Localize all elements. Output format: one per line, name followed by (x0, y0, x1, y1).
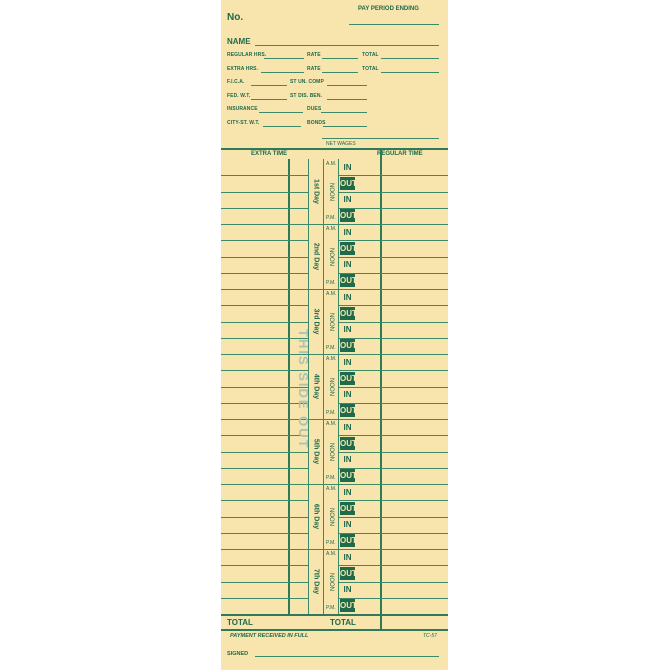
punch-out-label: OUT (340, 471, 357, 481)
row-divider (221, 565, 308, 566)
punch-in-label: IN (343, 585, 352, 594)
extra-hrs-line[interactable] (261, 72, 304, 73)
regular-time-header: REGULAR TIME (377, 151, 423, 157)
punch-in-label: IN (343, 487, 352, 497)
regular-hrs-line[interactable] (264, 58, 304, 59)
total-line[interactable] (381, 58, 439, 59)
pm-label: P.M. (326, 215, 336, 221)
st-un-comp-line[interactable] (327, 85, 367, 86)
row-divider (221, 582, 308, 583)
extra-rate-label: RATE (307, 66, 321, 72)
net-wages-label: NET WAGES (326, 141, 356, 147)
punch-out-label: OUT (340, 568, 357, 578)
am-label: A.M. (326, 291, 337, 297)
pm-label: P.M. (326, 605, 336, 611)
signed-label: SIGNED (227, 651, 249, 657)
am-label: A.M. (326, 356, 337, 362)
extra-total-label: TOTAL (362, 66, 379, 72)
row-divider (221, 354, 448, 355)
st-dis-ben-line[interactable] (327, 99, 367, 100)
bonds-label: BONDS (307, 120, 326, 126)
am-label: A.M. (326, 161, 337, 167)
name-label: NAME (227, 37, 251, 46)
day-label: 1st Day (312, 178, 320, 204)
punch-out-label: OUT (340, 243, 357, 253)
row-divider (221, 468, 308, 469)
time-card (221, 0, 448, 670)
row-divider (221, 549, 448, 550)
punch-out-label: OUT (340, 373, 357, 383)
st-dis-ben-label: ST DIS. BEN. (290, 93, 323, 99)
net-wages-line[interactable] (322, 138, 439, 139)
day-label: 6th Day (312, 503, 320, 529)
noon-label: NOON (328, 247, 334, 266)
punch-in-label: IN (343, 162, 352, 172)
punch-in-label: IN (343, 292, 352, 302)
row-divider (221, 192, 308, 193)
punch-out-label: OUT (340, 503, 357, 513)
punch-out-label: OUT (340, 276, 357, 286)
am-label: A.M. (326, 551, 337, 557)
pm-label: P.M. (326, 475, 336, 481)
punch-in-label: IN (343, 520, 352, 529)
insurance-label: INSURANCE (227, 106, 258, 112)
extra-time-header: EXTRA TIME (251, 151, 288, 157)
punch-out-label: OUT (340, 438, 357, 448)
row-divider (221, 419, 448, 420)
row-divider (221, 500, 308, 501)
punch-out-label: OUT (340, 341, 357, 351)
signature-line[interactable] (255, 656, 439, 657)
fed-wt-line[interactable] (251, 99, 287, 100)
pm-label: P.M. (326, 280, 336, 286)
punch-in-label: IN (343, 552, 352, 562)
regular-time-divider (380, 149, 382, 629)
rate-label: RATE (307, 52, 321, 58)
day-column-right (323, 159, 324, 614)
pay-period-ending-label: PAY PERIOD ENDING (358, 6, 419, 12)
total-row-bottom-border (221, 629, 448, 631)
punch-out-label: OUT (340, 308, 357, 318)
punch-out-label: OUT (340, 178, 357, 188)
punch-out-label: OUT (340, 601, 357, 611)
punch-out-label: OUT (340, 406, 357, 416)
noon-label: NOON (328, 312, 334, 331)
row-divider (221, 305, 308, 306)
row-divider (221, 598, 308, 599)
name-line[interactable] (255, 45, 439, 46)
fed-wt-label: FED. W.T. (227, 93, 251, 99)
day-label: 7th Day (312, 568, 320, 594)
form-number: TC-57 (423, 633, 437, 639)
extra-hrs-label: EXTRA HRS. (227, 66, 259, 72)
day-label: 2nd Day (312, 242, 320, 270)
day-label: 4th Day (312, 373, 320, 399)
am-label: A.M. (326, 226, 337, 232)
am-label: A.M. (326, 421, 337, 427)
extra-rate-line[interactable] (322, 72, 358, 73)
punch-in-label: IN (343, 422, 352, 432)
fica-line[interactable] (251, 85, 287, 86)
noon-label: NOON (328, 377, 334, 396)
city-st-wt-label: CITY-ST. W.T. (227, 120, 260, 126)
row-divider (221, 289, 448, 290)
regular-time-total-label: TOTAL (330, 618, 356, 627)
row-divider (221, 517, 308, 518)
extra-total-line[interactable] (381, 72, 439, 73)
punch-in-label: IN (343, 260, 352, 269)
day-label: 3rd Day (312, 308, 320, 334)
city-st-wt-line[interactable] (263, 126, 301, 127)
extra-time-total-label: TOTAL (227, 618, 253, 627)
card-number-label: No. (227, 12, 244, 23)
dues-label: DUES (307, 106, 322, 112)
pm-label: P.M. (326, 410, 336, 416)
row-divider (221, 273, 308, 274)
row-divider (221, 452, 308, 453)
pm-label: P.M. (326, 540, 336, 546)
row-divider (221, 403, 308, 404)
row-divider (221, 370, 308, 371)
grid-top-border (221, 148, 448, 150)
dues-line[interactable] (321, 112, 367, 113)
am-label: A.M. (326, 486, 337, 492)
punch-in-label: IN (343, 455, 352, 464)
noon-label: NOON (328, 182, 334, 201)
insurance-line[interactable] (259, 112, 303, 113)
punch-out-label: OUT (340, 211, 357, 221)
this-side-out-watermark: THIS SIDE OUT (296, 328, 311, 450)
noon-label: NOON (328, 572, 334, 591)
punch-in-label: IN (343, 325, 352, 334)
pay-period-ending-line[interactable] (349, 24, 439, 25)
row-divider (221, 435, 308, 436)
total-row-top-border (221, 614, 448, 616)
row-divider (221, 322, 308, 323)
row-divider (221, 257, 308, 258)
row-divider (221, 175, 308, 176)
punch-in-label: IN (343, 390, 352, 399)
row-divider (221, 208, 308, 209)
row-divider (221, 240, 308, 241)
regular-hrs-label: REGULAR HRS. (227, 52, 267, 58)
punch-in-label: IN (343, 227, 352, 237)
day-label: 5th Day (312, 438, 320, 464)
row-divider (221, 338, 308, 339)
punch-in-label: IN (343, 195, 352, 204)
pm-label: P.M. (326, 345, 336, 351)
row-divider (221, 533, 308, 534)
row-divider (221, 484, 448, 485)
total-label: TOTAL (362, 52, 379, 58)
noon-label: NOON (328, 442, 334, 461)
fica-label: F.I.C.A. (227, 79, 245, 85)
bonds-line[interactable] (323, 126, 367, 127)
noon-label: NOON (328, 507, 334, 526)
row-divider (221, 387, 308, 388)
payment-received-label: PAYMENT RECEIVED IN FULL (230, 633, 309, 639)
rate-line[interactable] (322, 58, 358, 59)
row-divider (221, 224, 448, 225)
punch-in-label: IN (343, 357, 352, 367)
st-un-comp-label: ST UN. COMP (290, 79, 324, 85)
punch-out-label: OUT (340, 536, 357, 546)
